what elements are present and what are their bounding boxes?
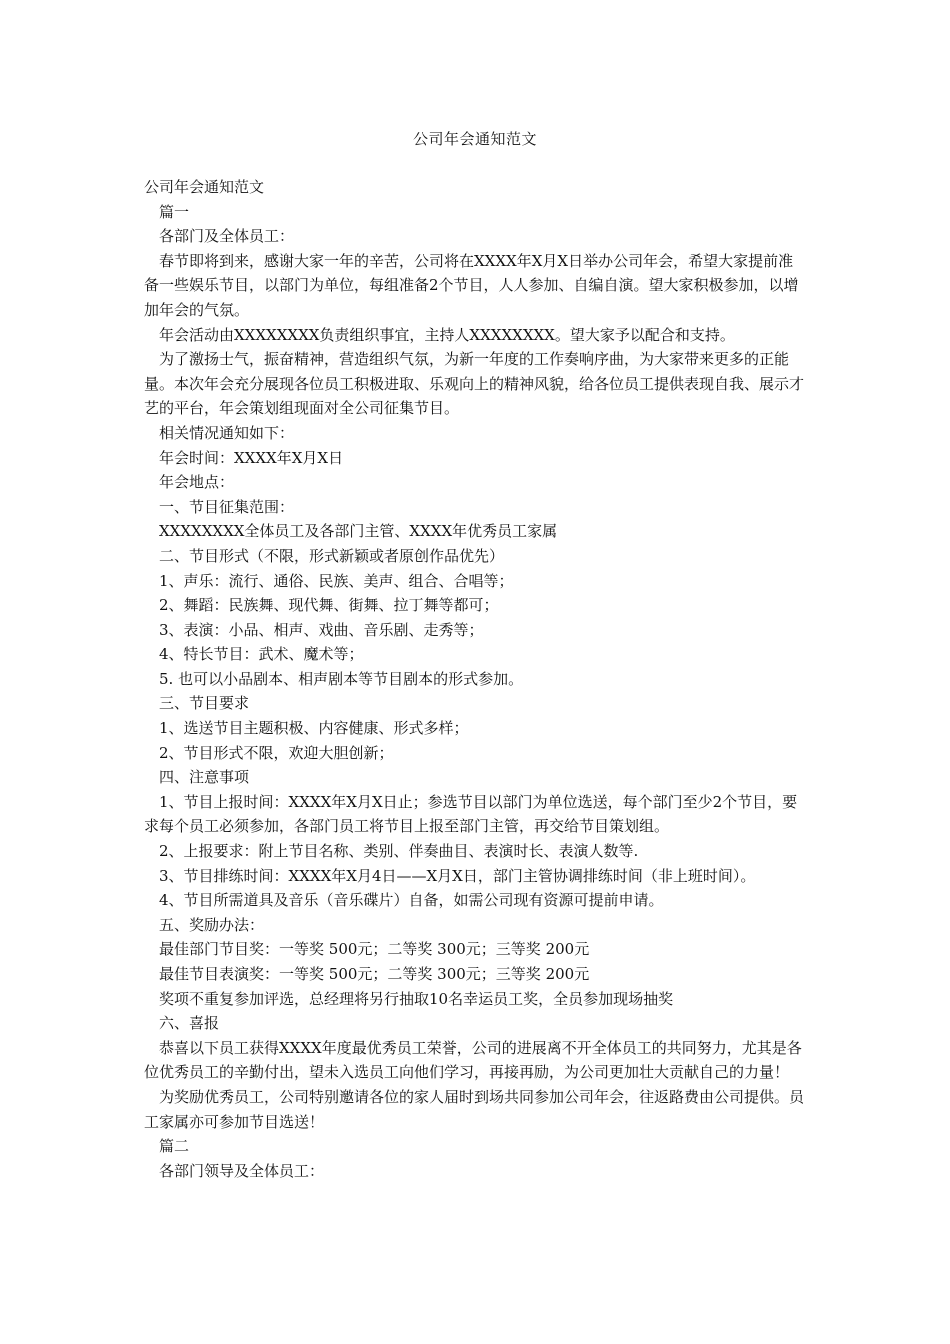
paragraph: 2、节目形式不限，欢迎大胆创新；: [159, 743, 394, 762]
document-title: 公司年会通知范文: [412, 130, 537, 148]
paragraph: 2、舞蹈：民族舞、现代舞、街舞、拉丁舞等都可；: [159, 596, 499, 615]
paragraph: 为奖励优秀员工，公司特别邀请各位的家人届时到场共同参加公司年会，往返路费由公司提供。员工家属亦可参加节目选送！: [144, 1087, 805, 1131]
paragraph: 4、特长节目：武术、魔术等；: [159, 645, 364, 664]
paragraph: 3、节目排练时间：XXXX年X月4日——X月X日，部门主管协调排练时间（非上班时间）。: [159, 866, 756, 885]
paragraph: XXXXXXXX全体员工及各部门主管、XXXX年优秀员工家属: [159, 522, 558, 541]
paragraph: 年会时间：XXXX年X月X日: [159, 448, 344, 467]
paragraph: 恭喜以下员工获得XXXX年度最优秀员工荣誉，公司的进展离不开全体员工的共同努力，尤其是各位优秀员工的辛勤付出，望未入选员工向他们学习，再接再励，为公司更加壮大贡献自己的力量！: [144, 1038, 802, 1082]
paragraph: 春节即将到来，感谢大家一年的辛苦，公司将在XXXX年X月X日举办公司年会，希望大家提前准备一些娱乐节目，以部门为单位，每组准备2个节目，人人参加、自编自演。望大家积极参加，以增加年会的气氛。: [144, 251, 799, 319]
paragraph: 相关情况通知如下：: [159, 423, 295, 442]
paragraph: 4、节目所需道具及音乐（音乐碟片）自备，如需公司现有资源可提前申请。: [159, 891, 664, 910]
paragraph: 四、注意事项: [159, 768, 250, 787]
paragraph: 公司年会通知范文: [144, 178, 265, 196]
paragraph: 年会活动由XXXXXXXX负责组织事宜，主持人XXXXXXXX。望大家予以配合和支持。: [159, 325, 735, 344]
paragraph: 年会地点：: [159, 473, 235, 492]
paragraph: 最佳节目表演奖：一等奖 500元；二等奖 300元；三等奖 200元: [159, 965, 590, 983]
paragraph: 六、喜报: [159, 1014, 220, 1033]
paragraph: 2、上报要求：附上节目名称、类别、伴奏曲目、表演时长、表演人数等.: [159, 842, 639, 861]
paragraph: 五、奖励办法：: [159, 915, 265, 934]
paragraph: 3、表演：小品、相声、戏曲、音乐剧、走秀等；: [159, 620, 484, 639]
paragraph: 三、节目要求: [159, 694, 250, 713]
paragraph: 二、节目形式（不限，形式新颖或者原创作品优先）: [159, 546, 505, 565]
paragraph: 一、节目征集范围：: [159, 497, 295, 516]
paragraph: 各部门领导及全体员工：: [159, 1161, 325, 1180]
paragraph: 5. 也可以小品剧本、相声剧本等节目剧本的形式参加。: [159, 669, 524, 688]
paragraph: 1、节目上报时间：XXXX年X月X日止；参选节目以部门为单位选送，每个部门至少2个节目，要求每个员工必须参加，各部门员工将节目上报至部门主管，再交给节目策划组。: [144, 792, 798, 836]
paragraph: 最佳部门节目奖：一等奖 500元；二等奖 300元；三等奖 200元: [159, 940, 590, 959]
paragraph: 为了激扬士气，振奋精神，营造组织气氛，为新一年度的工作奏响序曲，为大家带来更多的正能量。本次年会充分展现各位员工积极进取、乐观向上的精神风貌，给各位员工提供表现自我、展示才艺的平台，年会策划组现面对全公司征集节目。: [144, 350, 805, 418]
paragraph: 1、选送节目主题积极、内容健康、形式多样；: [159, 719, 469, 738]
paragraph: 篇一: [159, 202, 190, 221]
document-body: [144, 175, 808, 1183]
paragraph: 各部门及全体员工：: [159, 227, 295, 246]
paragraph: 奖项不重复参加评选，总经理将另行抽取10名幸运员工奖，全员参加现场抽奖: [159, 989, 674, 1008]
paragraph: 1、声乐：流行、通俗、民族、美声、组合、合唱等；: [159, 571, 514, 590]
paragraph: 篇二: [159, 1137, 190, 1156]
